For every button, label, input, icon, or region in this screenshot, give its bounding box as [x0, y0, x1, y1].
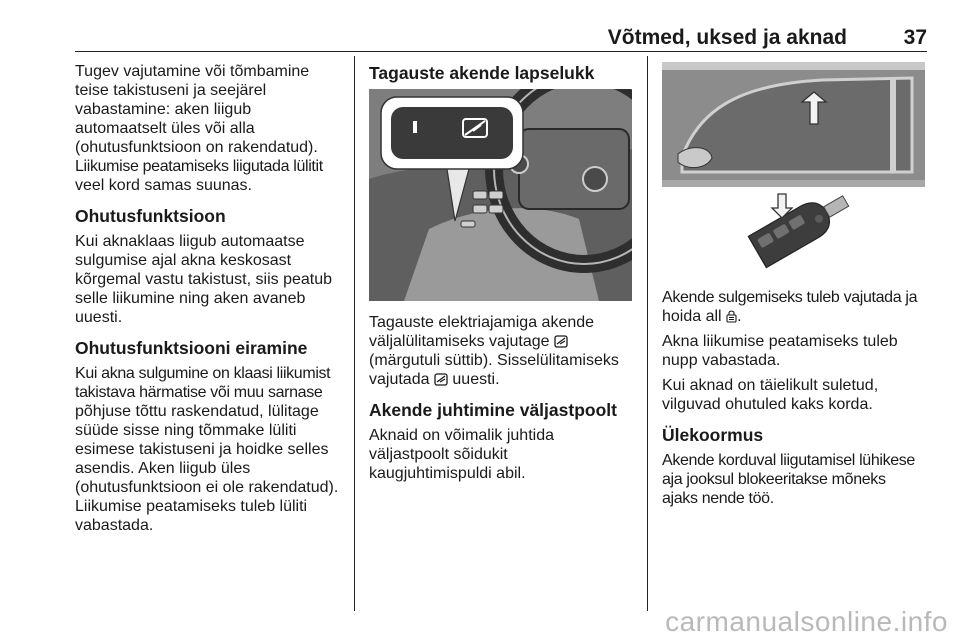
paragraph-remote-window-control: Aknaid on võimalik juhtida väljastpoolt sõidukit kaugjuhtimispuldi abil.: [369, 427, 554, 482]
heading-overload: Ülekoormus: [662, 425, 764, 445]
paragraph-release-button: Akna liikumise peatamiseks tuleb nupp vabastada.: [662, 333, 898, 369]
heading-safety-function: Ohutusfunktsioon: [75, 206, 226, 226]
paragraph-text-line: veel kord samas suunas.: [75, 177, 252, 194]
column-divider-right: [647, 56, 648, 611]
heading-override-safety: Ohutusfunktsiooni eiramine: [75, 338, 308, 358]
paragraph-text-line: Akende sulgemiseks tuleb vajutada ja: [662, 289, 918, 306]
paragraph-text: uuesti.: [452, 371, 500, 388]
paragraph-text: Tagauste elektriajamiga akende väljalülitamiseks vajutage: [369, 314, 595, 350]
window-child-lock-icon: [554, 335, 568, 348]
paragraph-hazard-lights: Kui aknad on täielikult suletud, vilguvad ohutuled kaks korda.: [662, 377, 879, 413]
paragraph-text: põhjuse tõttu raskendatud, lülitage süüde sisse ning tõmmake lüliti esimese takistuseni ja hoidke selles asendis. Aken liigub üles (ohutusfunktsioon ei ole rakendatud). Liikumise peatamiseks tuleb lüliti vabastada.: [75, 403, 339, 534]
watermark: carmanualsonline.info: [665, 606, 948, 637]
door-switch-illustration: [369, 89, 632, 301]
paragraph-safety-function: Kui aknaklaas liigub automaatse sulgumise ajal akna keskosast kõrgemal vastu takistust, siis peatub selle liikumine ning aken avaneb uuesti.: [75, 233, 333, 326]
column-divider-left: [354, 56, 355, 611]
page-number: 37: [903, 26, 927, 49]
paragraph-text-line: Kui akna sulgumine on klaasi liikumist: [75, 365, 331, 382]
paragraph-text: Tugev vajutamine või tõmbamine teise takistuseni ja seejärel vabastamine: aken liigub automaatselt üles või alla (ohutusfunktsioon on rakendatud).: [75, 63, 318, 156]
heading-remote-window-control: Akende juhtimine väljastpoolt: [369, 400, 617, 420]
paragraph-text: .: [737, 308, 742, 325]
column-2: [369, 62, 639, 489]
header-divider: [75, 51, 927, 52]
heading-child-lock: Tagauste akende lapselukk: [369, 63, 595, 83]
paragraph-text-line: takistava härmatise või muu sarnase: [75, 384, 323, 401]
paragraph-text: (märgutuli süttib). Sisselülitamiseks vajutada: [369, 352, 619, 388]
paragraph-text-line: Liikumise peatamiseks liigutada lülitit: [75, 158, 323, 175]
column-3: [662, 62, 930, 514]
column-1: [75, 62, 347, 541]
paragraph-child-lock: [369, 313, 639, 389]
remote-key-window-illustration: [662, 62, 925, 274]
paragraph-strong-pull: [75, 62, 347, 195]
padlock-icon: [726, 309, 737, 323]
paragraph-close-windows: [662, 288, 930, 326]
paragraph-overload: Akende korduval liigutamisel lühikese aja jooksul blokeeritakse mõneks ajaks nende töö.: [662, 452, 915, 507]
paragraph-override-safety: [75, 364, 347, 535]
page-header: [75, 26, 927, 50]
paragraph-text: hoida all: [662, 308, 722, 325]
window-child-lock-icon: [434, 373, 448, 386]
section-title: Võtmed, uksed ja aknad: [607, 26, 847, 49]
